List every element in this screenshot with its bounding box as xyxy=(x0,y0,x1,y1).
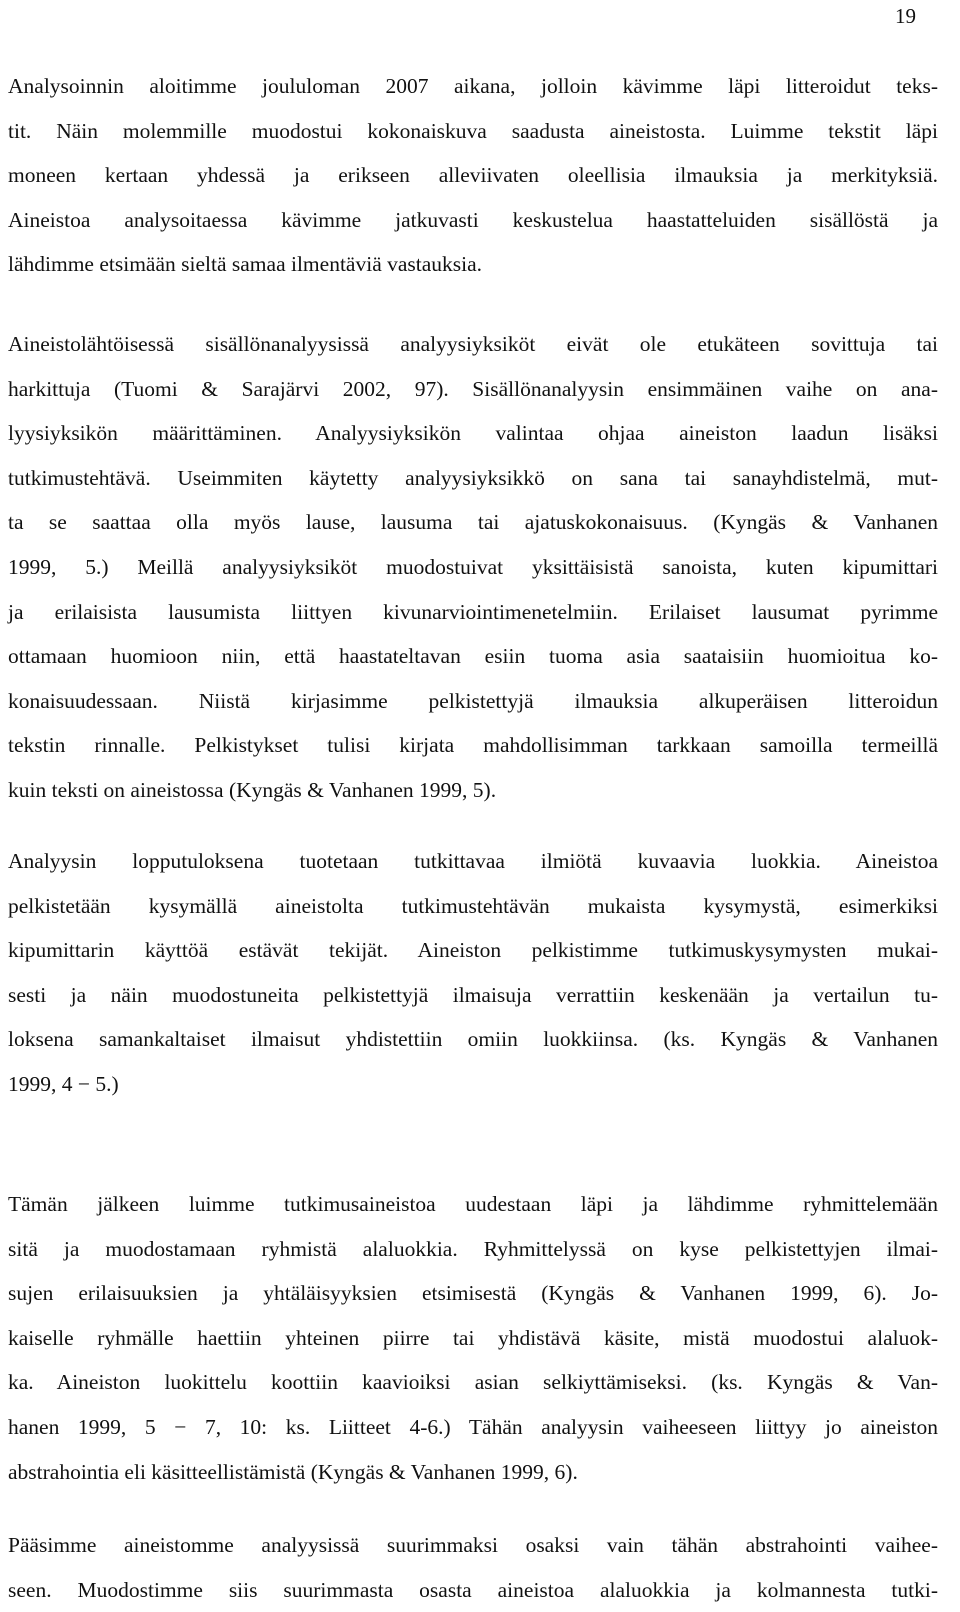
text-line: Analyysin lopputuloksena tuotetaan tutkittavaa ilmiötä kuvaavia luokkia. Aineistoa xyxy=(8,849,938,873)
text-line: ta se saattaa olla myös lause, lausuma tai ajatuskokonaisuus. (Kyngäs & Vanhanen xyxy=(8,510,938,535)
paragraph-analysis-start xyxy=(8,64,938,287)
text-line: kaiselle ryhmälle haettiin yhteinen piirre tai yhdistävä käsite, mistä muodostui alaluok- xyxy=(8,1325,938,1350)
text-line: ottamaan huomioon niin, että haastateltavan esiin tuoma asia saataisiin huomioitua ko- xyxy=(8,644,938,669)
text-line: hanen 1999, 5 − 7, 10: ks. Liitteet 4-6.) Tähän analyysin vaiheeseen liittyy jo aineiston xyxy=(8,1414,938,1439)
text-line: pelkistetään kysymällä aineistolta tutkimustehtävän mukaista kysymystä, esimerkiksi xyxy=(8,893,938,918)
text-line: 1999, 4 − 5.) xyxy=(8,1071,119,1096)
text-line: Aineistoa analysoitaessa kävimme jatkuvasti keskustelua haastatteluiden sisällöstä ja xyxy=(8,207,938,232)
text-line: sujen erilaisuuksien ja yhtäläisyyksien etsimisestä (Kyngäs & Vanhanen 1999, 6). Jo- xyxy=(8,1281,938,1306)
text-line: lyysiyksikön määrittäminen. Analyysiyksikön valintaa ohjaa aineiston laadun lisäksi xyxy=(8,421,938,446)
text-line: Aineistolähtöisessä sisällönanalyysissä analyysiyksiköt eivät ole etukäteen sovittuja tai xyxy=(8,332,938,356)
text-line: sesti ja näin muodostuneita pelkistettyjä ilmaisuja verrattiin keskenään ja vertailun tu- xyxy=(8,982,938,1007)
text-line: ja erilaisista lausumista liittyen kivunarviointimenetelmiin. Erilaiset lausumat pyrimme xyxy=(8,599,938,624)
text-line: 1999, 5.) Meillä analyysiyksiköt muodostuivat yksittäisistä sanoista, kuten kipumittari xyxy=(8,554,938,579)
text-line: konaisuudessaan. Niistä kirjasimme pelkistettyjä ilmauksia alkuperäisen litteroidun xyxy=(8,688,938,713)
text-line: Analysoinnin aloitimme joululoman 2007 aikana, jolloin kävimme läpi litteroidut teks- xyxy=(8,74,938,98)
text-line: abstrahointia eli käsitteellistämistä (Kyngäs & Vanhanen 1999, 6). xyxy=(8,1459,578,1484)
text-line: tekstin rinnalle. Pelkistykset tulisi kirjata mahdollisimman tarkkaan samoilla termeillä xyxy=(8,733,938,758)
document-body xyxy=(8,64,938,1602)
paragraph-grouping xyxy=(8,1182,938,1494)
paragraph-analysis-result xyxy=(8,839,938,1107)
page-number: 19 xyxy=(895,4,916,28)
text-line: kuin teksti on aineistossa (Kyngäs & Vanhanen 1999, 5). xyxy=(8,777,497,802)
text-line: tit. Näin molemmille muodostui kokonaiskuva saadusta aineistosta. Luimme tekstit läpi xyxy=(8,118,938,143)
text-line: Tämän jälkeen luimme tutkimusaineistoa uudestaan läpi ja lähdimme ryhmittelemään xyxy=(8,1192,938,1216)
text-line: seen. Muodostimme siis suurimmasta osasta aineistoa alaluokkia ja kolmannesta tutki- xyxy=(8,1577,938,1602)
text-line: Pääsimme aineistomme analyysissä suurimmaksi osaksi vain tähän abstrahointi vaihee- xyxy=(8,1533,938,1557)
text-line: harkittuja (Tuomi & Sarajärvi 2002, 97). Sisällönanalyysin ensimmäinen vaihe on ana- xyxy=(8,376,938,401)
text-line: lähdimme etsimään sieltä samaa ilmentäviä vastauksia. xyxy=(8,252,483,277)
text-line: moneen kertaan yhdessä ja erikseen alleviivaten oleellisia ilmauksia ja merkityksiä. xyxy=(8,163,938,188)
paragraph-abstraction xyxy=(8,1523,938,1612)
text-line: sitä ja muodostamaan ryhmistä alaluokkia. Ryhmittelyssä on kyse pelkistettyjen ilmai- xyxy=(8,1236,938,1261)
paragraph-analysis-units xyxy=(8,322,938,813)
text-line: kipumittarin käyttöä estävät tekijät. Aineiston pelkistimme tutkimuskysymysten mukai- xyxy=(8,938,938,963)
text-line: tutkimustehtävä. Useimmiten käytetty analyysiyksikkö on sana tai sanayhdistelmä, mut- xyxy=(8,465,938,490)
text-line: loksena samankaltaiset ilmaisut yhdistettiin omiin luokkiinsa. (ks. Kyngäs & Vanhanen xyxy=(8,1027,938,1052)
text-line: ka. Aineiston luokittelu koottiin kaavioiksi asian selkiyttämiseksi. (ks. Kyngäs & Van- xyxy=(8,1370,938,1395)
